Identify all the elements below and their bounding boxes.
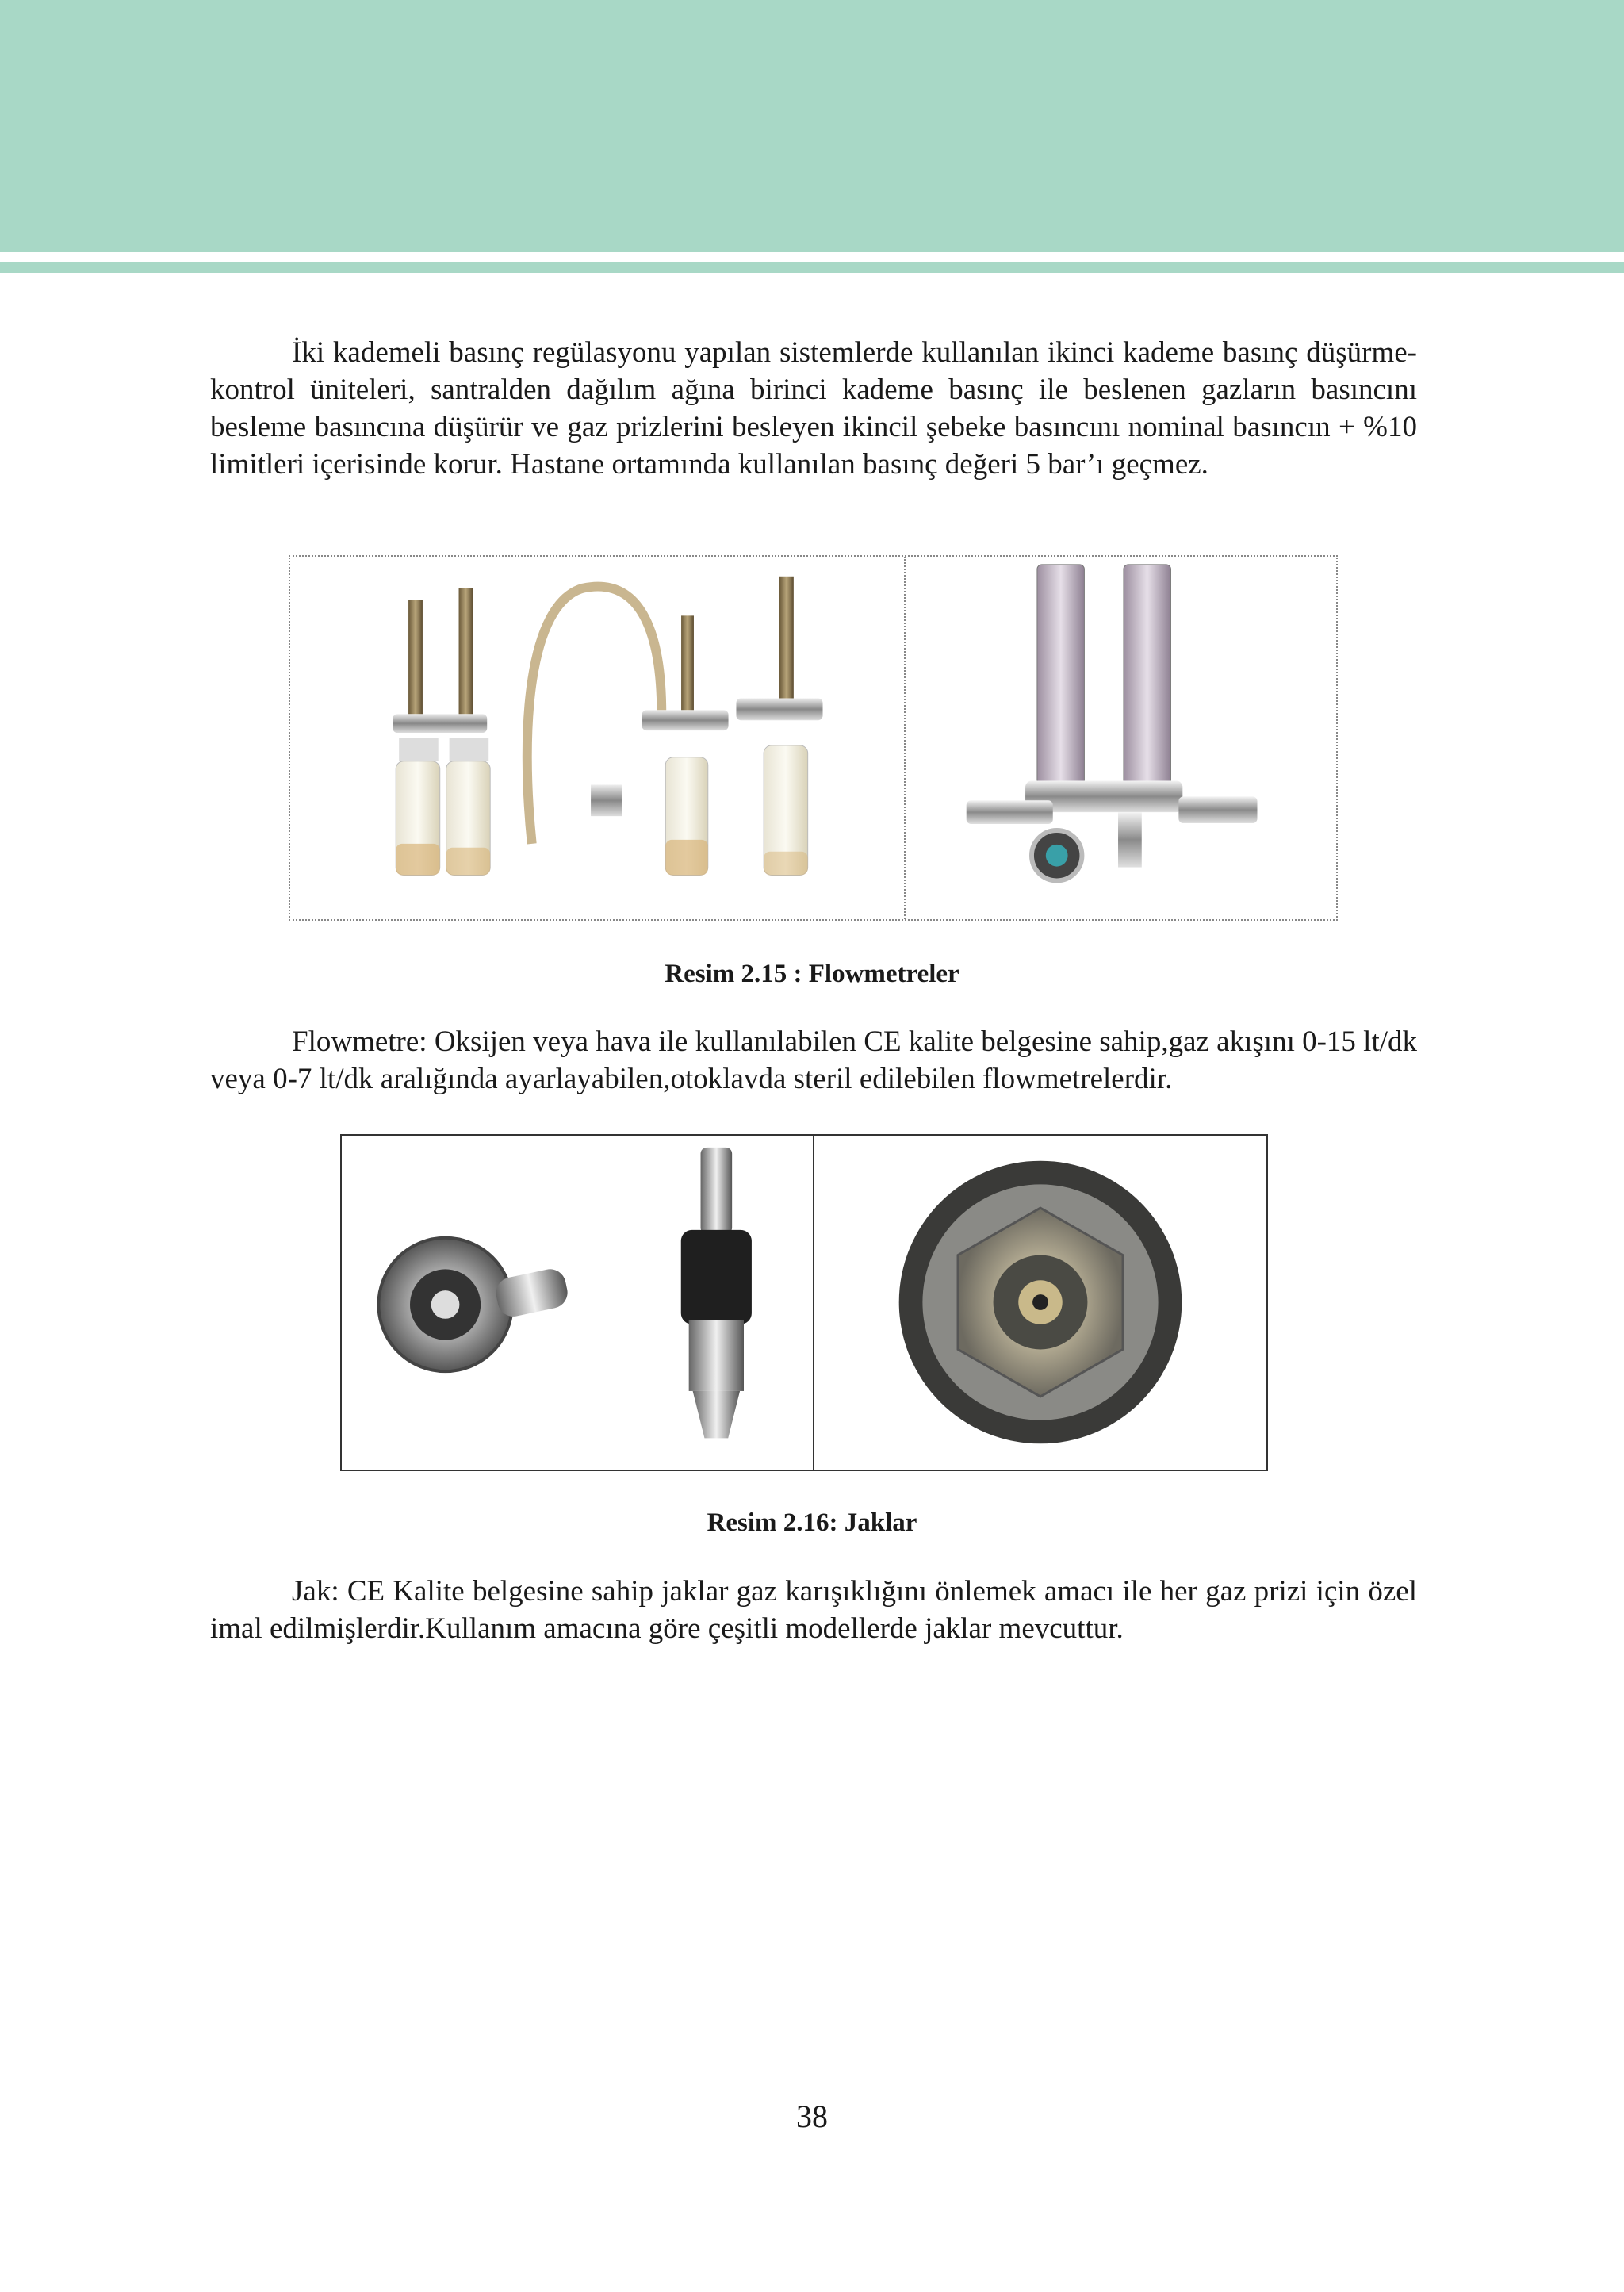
dual-flowmeter-photo xyxy=(906,557,1336,919)
jack-front-illustration xyxy=(814,1136,1266,1470)
figure-jacks xyxy=(340,1134,1268,1471)
jack-front-photo xyxy=(814,1136,1266,1470)
header-stripe xyxy=(0,262,1624,273)
jacks-side-photo xyxy=(342,1136,814,1470)
header-band xyxy=(0,0,1624,252)
flowmeter-humidifier-illustration xyxy=(290,557,904,919)
figure-caption-flowmeters: Resim 2.15 : Flowmetreler xyxy=(665,960,959,988)
figure-caption-jacks: Resim 2.16: Jaklar xyxy=(707,1508,917,1537)
flowmeter-humidifier-photo xyxy=(290,557,906,919)
paragraph-pressure-regulation: İki kademeli basınç regülasyonu yapılan sistemlerde kullanılan ikinci kademe basınç düşürme-kontrol üniteleri, santralden dağılım ağına birinci kademe basınç ile beslenen gazların basıncını besleme basıncına düşürür ve gaz prizlerini besleyen ikincil şebeke basıncını nominal basıncın + %10 limitleri içerisinde korur. Hastane ortamında kullanılan basınç değeri 5 bar’ı geçmez. xyxy=(210,336,1417,481)
paragraph-flowmeter: Flowmetre: Oksijen veya hava ile kullanılabilen CE kalite belgesine sahip,gaz akışını 0-15 lt/dk veya 0-7 lt/dk aralığında ayarlayabilen,otoklavda steril edilebilen flowmetrelerdir. xyxy=(210,1025,1418,1095)
jacks-side-illustration xyxy=(342,1136,813,1470)
page-number: 38 xyxy=(796,2098,828,2134)
paragraph-jack: Jak: CE Kalite belgesine sahip jaklar gaz karışıklığını önlemek amacı ile her gaz prizi için özel imal edilmişlerdir.Kullanım amacına göre çeşitli modellerde jaklar mevcuttur. xyxy=(210,1575,1417,1645)
dual-flowmeter-illustration xyxy=(906,557,1336,919)
figure-flowmeters xyxy=(289,555,1338,921)
